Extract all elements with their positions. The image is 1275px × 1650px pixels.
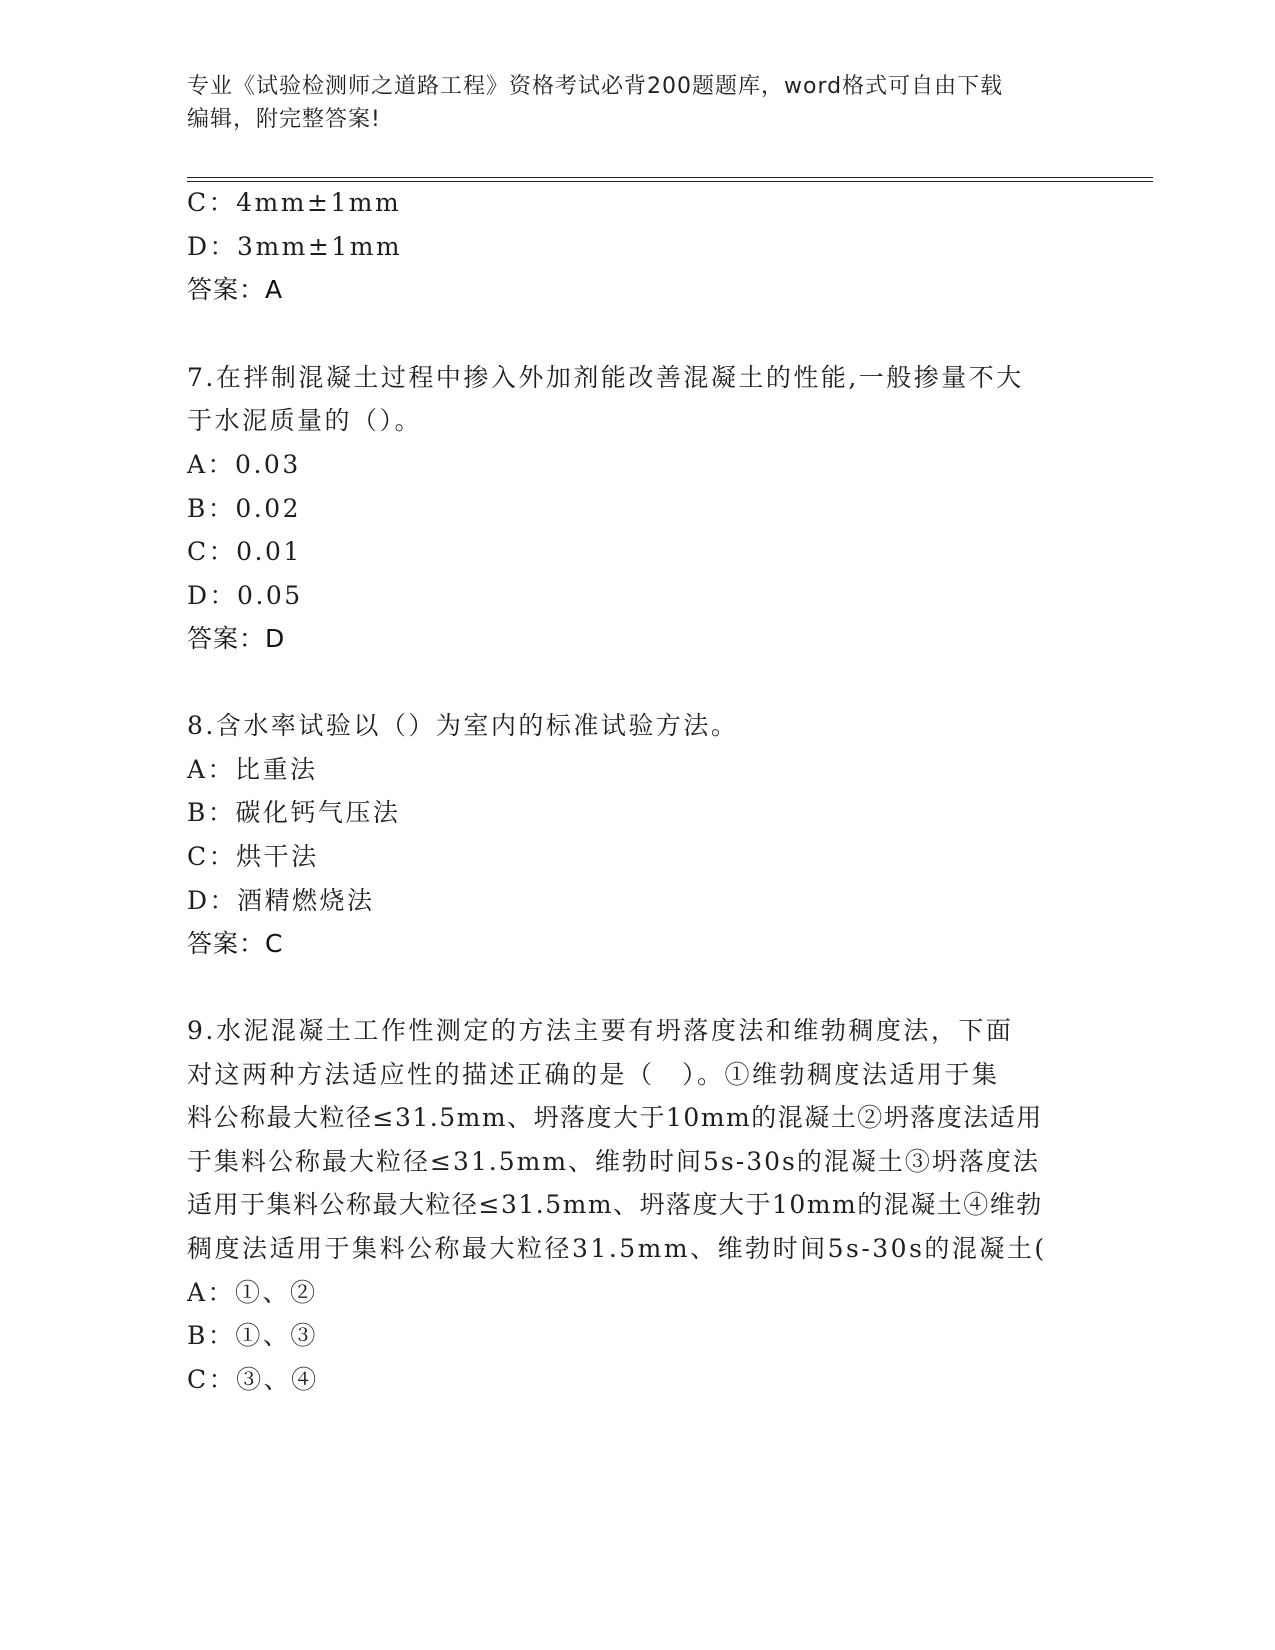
q9-option-b: B：①、③ (187, 1321, 318, 1350)
q8-text-line-1: 8.含水率试验以（）为室内的标准试验方法。 (187, 711, 739, 740)
q7-text-line-1: 7.在拌制混凝土过程中掺入外加剂能改善混凝土的性能,一般掺量不大 (187, 363, 1024, 392)
q8-option-a: A：比重法 (187, 755, 318, 784)
q7-option-c: C：0.01 (187, 537, 302, 566)
q7-text-line-2: 于水泥质量的（）。 (187, 406, 423, 435)
q9-text-line-6: 稠度法适用于集料公称最大粒径31.5mm、维勃时间5s-30s的混凝土( (187, 1234, 1047, 1263)
q7-option-d: D：0.05 (187, 581, 303, 610)
prev-option-d: D：3mm±1mm (187, 232, 403, 261)
q8-option-c: C：烘干法 (187, 842, 319, 871)
q9-text-line-4: 于集料公称最大粒径≤31.5mm、维勃时间5s-30s的混凝土③坍落度法 (187, 1147, 1040, 1176)
q9-option-a: A：①、② (187, 1278, 318, 1307)
prev-answer: 答案：A (187, 275, 284, 304)
header-divider-double (187, 181, 1153, 182)
q8-option-d: D：酒精燃烧法 (187, 886, 375, 915)
q9-text-line-2: 对这两种方法适应性的描述正确的是（ ）。①维勃稠度法适用于集 (187, 1060, 1000, 1089)
q9-text-line-1: 9.水泥混凝土工作性测定的方法主要有坍落度法和维勃稠度法，下面 (187, 1016, 1014, 1045)
q9-text-line-5: 适用于集料公称最大粒径≤31.5mm、坍落度大于10mm的混凝土④维勃 (187, 1190, 1043, 1219)
q7-option-a: A：0.03 (187, 450, 301, 479)
prev-option-c: C：4mm±1mm (187, 188, 402, 217)
header-divider (187, 177, 1153, 178)
q9-text-line-3: 料公称最大粒径≤31.5mm、坍落度大于10mm的混凝土②坍落度法适用 (187, 1103, 1043, 1132)
header-line-2: 编辑，附完整答案! (187, 107, 381, 132)
q7-answer: 答案：D (187, 624, 286, 653)
q9-option-c: C：③、④ (187, 1365, 319, 1394)
header-line-1: 专业《试验检测师之道路工程》资格考试必背200题题库，word格式可自由下载 (187, 74, 1004, 99)
q8-option-b: B：碳化钙气压法 (187, 798, 401, 827)
q8-answer: 答案：C (187, 929, 284, 958)
page-header (187, 70, 1087, 136)
q7-option-b: B：0.02 (187, 494, 302, 523)
